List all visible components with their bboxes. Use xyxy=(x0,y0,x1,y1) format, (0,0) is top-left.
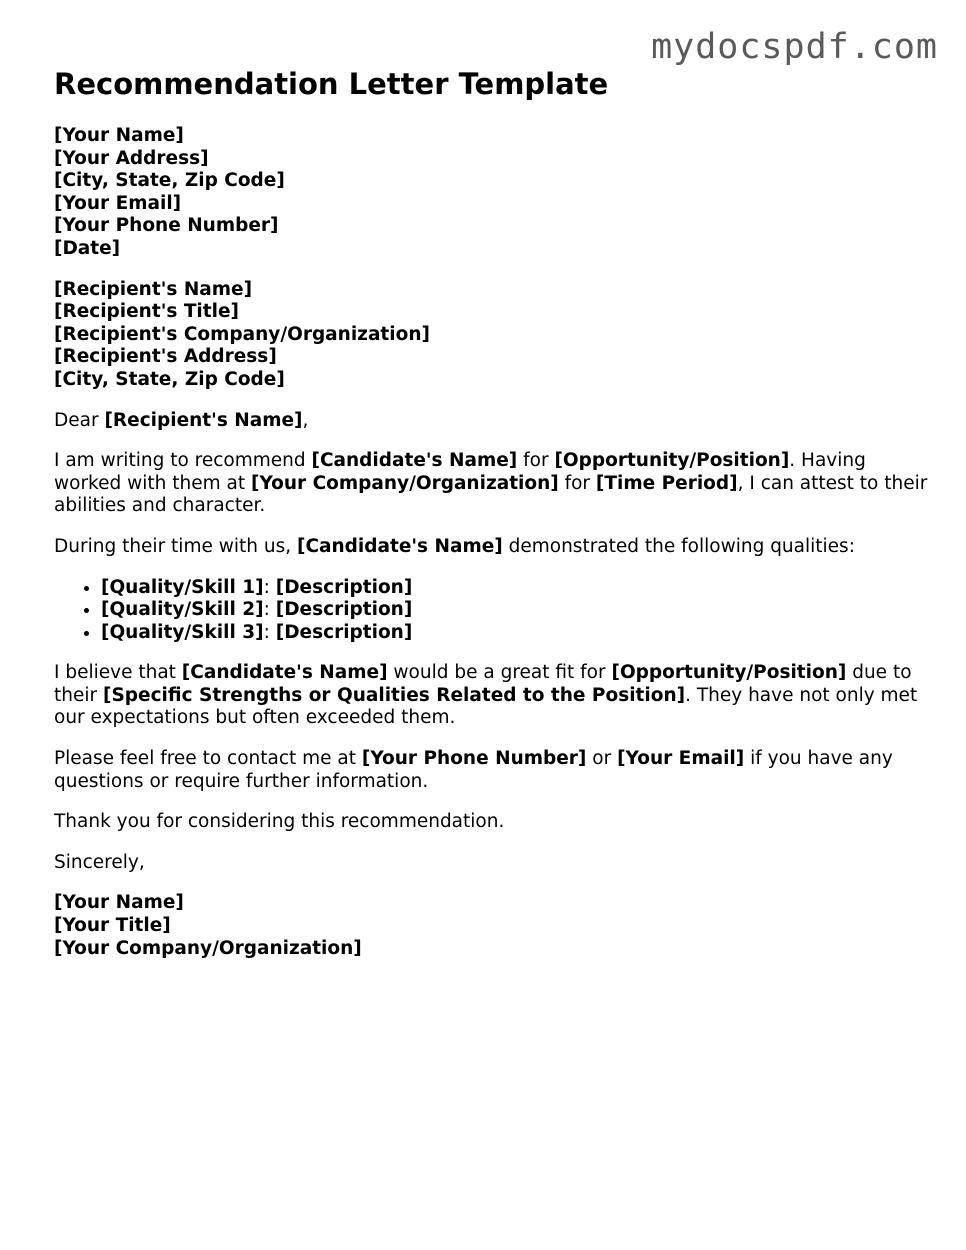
text: if you have any questions or require further information. xyxy=(54,748,893,792)
text: , I can attest to their abilities and character. xyxy=(54,472,928,517)
phone-placeholder: [Your Phone Number] xyxy=(361,748,587,770)
sender-city-state-zip: [City, State, Zip Code] xyxy=(54,170,285,192)
strengths-placeholder: [Specific Strengths or Qualities Related to the Position] xyxy=(103,684,686,706)
intro-paragraph xyxy=(54,450,934,518)
recipient-name: [Recipient's Name] xyxy=(54,278,253,300)
list-item xyxy=(101,622,934,645)
quality-skill: [Quality/Skill 1] xyxy=(101,576,264,598)
text: Please feel free to contact me at xyxy=(54,748,362,770)
quality-skill: [Quality/Skill 3] xyxy=(101,621,264,643)
signature-company: [Your Company/Organization] xyxy=(54,937,362,959)
quality-description: [Description] xyxy=(275,621,413,643)
position-placeholder: [Opportunity/Position] xyxy=(611,662,847,684)
text: due to their xyxy=(54,662,912,706)
thanks-paragraph: Thank you for considering this recommendation. xyxy=(54,811,505,833)
signature-title: [Your Title] xyxy=(54,915,171,937)
recipient-city-state-zip: [City, State, Zip Code] xyxy=(54,368,285,390)
candidate-name-placeholder: [Candidate's Name] xyxy=(296,535,503,557)
text: would be a great fit for xyxy=(387,662,612,684)
text: I believe that xyxy=(54,662,182,684)
separator: : xyxy=(263,621,276,643)
sender-date: [Date] xyxy=(54,237,121,259)
recipient-address: [Recipient's Address] xyxy=(54,346,277,368)
text: for xyxy=(517,450,555,472)
text: . Having worked with them at xyxy=(54,450,866,494)
watermark: mydocspdf.com xyxy=(651,27,938,67)
salutation-recipient-name: [Recipient's Name] xyxy=(104,409,303,431)
letter-document xyxy=(54,66,934,978)
list-item xyxy=(101,577,934,600)
company-placeholder: [Your Company/Organization] xyxy=(250,472,559,494)
text: or xyxy=(586,748,618,770)
sender-address: [Your Address] xyxy=(54,147,209,169)
sender-email: [Your Email] xyxy=(54,192,182,214)
separator: : xyxy=(263,599,276,621)
salutation xyxy=(54,410,934,433)
document-title: Recommendation Letter Template xyxy=(54,67,609,101)
recipient-company: [Recipient's Company/Organization] xyxy=(54,323,430,345)
separator: : xyxy=(263,576,276,598)
list-item xyxy=(101,599,934,622)
email-placeholder: [Your Email] xyxy=(617,748,745,770)
salutation-prefix: Dear xyxy=(54,409,105,431)
candidate-name-placeholder: [Candidate's Name] xyxy=(181,662,388,684)
fit-paragraph xyxy=(54,662,934,730)
closing: Sincerely, xyxy=(54,851,145,873)
text: for xyxy=(558,472,596,494)
quality-skill: [Quality/Skill 2] xyxy=(101,599,264,621)
signature-block xyxy=(54,892,934,960)
quality-description: [Description] xyxy=(275,599,413,621)
text: . They have not only met our expectations but often exceeded them. xyxy=(54,684,918,729)
sender-block xyxy=(54,125,934,261)
qualities-list xyxy=(54,577,934,645)
qualities-intro-paragraph xyxy=(54,536,934,559)
recipient-block xyxy=(54,279,934,392)
sender-name: [Your Name] xyxy=(54,125,184,146)
quality-description: [Description] xyxy=(275,576,413,598)
text: demonstrated the following qualities: xyxy=(502,535,855,557)
position-placeholder: [Opportunity/Position] xyxy=(554,450,790,472)
sender-phone: [Your Phone Number] xyxy=(54,215,279,237)
time-period-placeholder: [Time Period] xyxy=(595,472,738,494)
text: I am writing to recommend xyxy=(54,450,312,472)
candidate-name-placeholder: [Candidate's Name] xyxy=(311,450,518,472)
text: During their time with us, xyxy=(54,535,297,557)
recipient-title: [Recipient's Title] xyxy=(54,301,239,323)
signature-name: [Your Name] xyxy=(54,892,184,914)
salutation-suffix: , xyxy=(302,409,309,431)
contact-paragraph xyxy=(54,748,934,793)
